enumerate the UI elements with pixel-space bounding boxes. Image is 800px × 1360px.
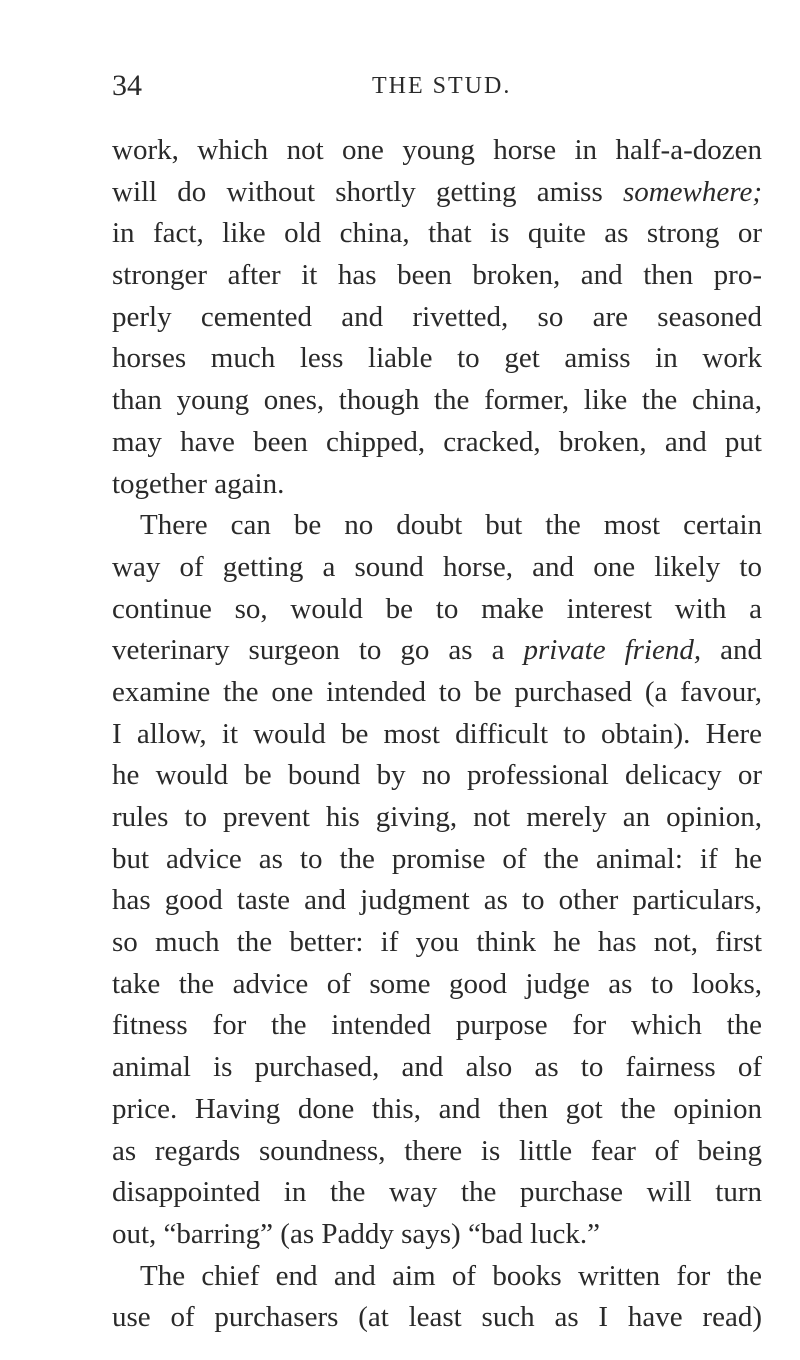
text-line: in fact, like old china, that is quite as strong or — [112, 217, 762, 250]
text-line: use of purchasers (at least such as I have read) — [112, 1301, 762, 1334]
text-line: he would be bound by no professional delicacy or — [112, 759, 762, 792]
text-line: will do without shortly getting amiss somewhere; — [112, 175, 762, 208]
text-line: I allow, it would be most difficult to obtain). Here — [112, 717, 762, 750]
text-line: continue so, would be to make interest with a — [112, 592, 762, 625]
text-line: perly cemented and rivetted, so are seasoned — [112, 300, 762, 333]
text-line: fitness for the intended purpose for which the — [112, 1009, 762, 1042]
text-line: way of getting a sound horse, and one likely to — [112, 550, 762, 583]
text-line: veterinary surgeon to go as a private friend, and — [112, 634, 763, 667]
text-line: work, which not one young horse in half-a-dozen — [112, 134, 762, 166]
text-line: so much the better: if you think he has not, first — [112, 926, 762, 959]
text-line: than young ones, though the former, like the china, — [112, 384, 762, 417]
text-line: disappointed in the way the purchase will turn — [112, 1176, 762, 1209]
text-line: together again. — [112, 467, 285, 500]
text-line: take the advice of some good judge as to looks, — [112, 967, 762, 1000]
text-line: has good taste and judgment as to other particulars, — [112, 884, 762, 917]
text-line: may have been chipped, cracked, broken, and put — [112, 425, 762, 458]
paragraph-start-line: The chief end and aim of books written for the — [140, 1259, 762, 1292]
text-line: horses much less liable to get amiss in work — [112, 342, 762, 375]
page-header — [112, 66, 752, 106]
running-head: THE STUD. — [372, 73, 512, 99]
text-line: as regards soundness, there is little fear of being — [112, 1134, 762, 1167]
text-line: out, “barring” (as Paddy says) “bad luck.” — [112, 1217, 601, 1250]
page-number: 34 — [112, 69, 142, 102]
text-line: but advice as to the promise of the animal: if he — [112, 842, 762, 875]
text-line: animal is purchased, and also as to fairness of — [112, 1051, 762, 1084]
text-line: stronger after it has been broken, and then pro- — [112, 259, 762, 292]
text-line: price. Having done this, and then got the opinion — [112, 1092, 762, 1125]
text-line: rules to prevent his giving, not merely an opinion, — [112, 801, 762, 833]
italic-emphasis: somewhere; — [622, 175, 762, 208]
body-text — [112, 130, 762, 1339]
paragraph-start-line: There can be no doubt but the most certain — [140, 509, 762, 542]
text-line: examine the one intended to be purchased (a favour, — [112, 675, 762, 708]
italic-emphasis: private friend, — [523, 634, 702, 667]
